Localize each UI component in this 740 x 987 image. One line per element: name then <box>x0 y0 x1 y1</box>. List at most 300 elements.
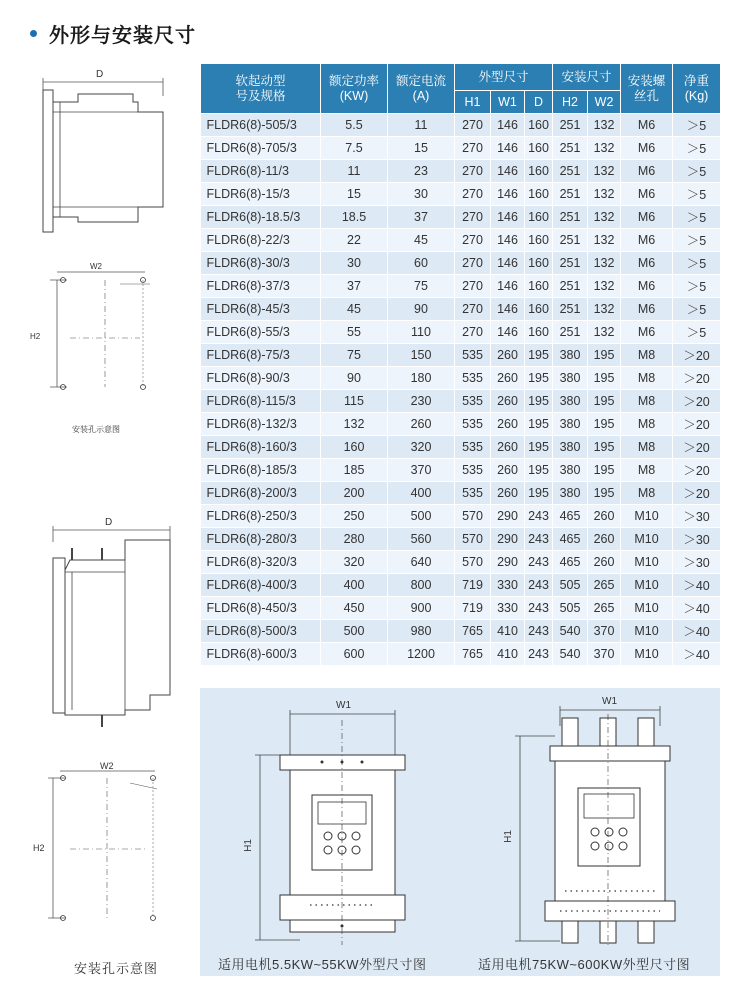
header-d: D <box>525 91 553 114</box>
cell-h2: 251 <box>553 137 588 160</box>
cell-screw: M6 <box>621 137 673 160</box>
spec-table-body <box>201 114 721 666</box>
cell-power: 185 <box>321 459 388 482</box>
cell-model: FLDR6(8)-11/3 <box>201 160 321 183</box>
cell-weight: ＞30 <box>673 505 721 528</box>
cell-h2: 465 <box>553 551 588 574</box>
cell-model: FLDR6(8)-320/3 <box>201 551 321 574</box>
header-model-text: 软起动型 号及规格 <box>235 73 286 103</box>
cell-screw: M10 <box>621 551 673 574</box>
cell-w1: 146 <box>491 137 525 160</box>
cell-weight: ＞40 <box>673 620 721 643</box>
cell-weight: ＞20 <box>673 436 721 459</box>
cell-screw: M8 <box>621 367 673 390</box>
cell-h2: 540 <box>553 643 588 666</box>
cell-w2: 370 <box>588 620 621 643</box>
cell-screw: M6 <box>621 321 673 344</box>
cell-current: 23 <box>388 160 455 183</box>
header-weight <box>673 64 721 114</box>
cell-d: 195 <box>525 436 553 459</box>
cell-current: 400 <box>388 482 455 505</box>
table-row <box>201 436 721 459</box>
header-screw <box>621 64 673 114</box>
cell-w2: 132 <box>588 160 621 183</box>
cell-h2: 380 <box>553 459 588 482</box>
mount-holes-small-drawing <box>30 262 165 397</box>
cell-h1: 765 <box>455 620 491 643</box>
cell-h1: 270 <box>455 298 491 321</box>
table-row <box>201 114 721 137</box>
cell-weight: ＞5 <box>673 206 721 229</box>
cell-power: 200 <box>321 482 388 505</box>
cell-d: 160 <box>525 137 553 160</box>
cell-screw: M6 <box>621 229 673 252</box>
cell-w1: 410 <box>491 620 525 643</box>
cell-w2: 195 <box>588 344 621 367</box>
cell-screw: M6 <box>621 298 673 321</box>
table-row <box>201 574 721 597</box>
cell-w2: 260 <box>588 528 621 551</box>
cell-weight: ＞20 <box>673 344 721 367</box>
cell-h2: 380 <box>553 367 588 390</box>
cell-h2: 251 <box>553 321 588 344</box>
cell-h2: 251 <box>553 298 588 321</box>
cell-w2: 265 <box>588 574 621 597</box>
cell-power: 400 <box>321 574 388 597</box>
table-row <box>201 344 721 367</box>
table-row <box>201 528 721 551</box>
cell-w1: 146 <box>491 206 525 229</box>
cell-d: 160 <box>525 252 553 275</box>
dim-d-label-1: D <box>96 69 104 80</box>
cell-power: 11 <box>321 160 388 183</box>
mount-holes-large-drawing <box>33 761 170 933</box>
cell-h1: 270 <box>455 137 491 160</box>
table-row <box>201 620 721 643</box>
cell-w1: 260 <box>491 390 525 413</box>
cell-w2: 132 <box>588 183 621 206</box>
cell-w2: 132 <box>588 321 621 344</box>
cell-screw: M10 <box>621 597 673 620</box>
cell-w2: 195 <box>588 459 621 482</box>
table-row <box>201 413 721 436</box>
cell-weight: ＞5 <box>673 298 721 321</box>
cell-w2: 370 <box>588 643 621 666</box>
cell-model: FLDR6(8)-450/3 <box>201 597 321 620</box>
cell-model: FLDR6(8)-185/3 <box>201 459 321 482</box>
cell-w2: 195 <box>588 413 621 436</box>
cell-h2: 505 <box>553 574 588 597</box>
cell-h1: 270 <box>455 160 491 183</box>
header-power <box>321 64 388 114</box>
cell-power: 500 <box>321 620 388 643</box>
cell-weight: ＞30 <box>673 551 721 574</box>
cell-current: 75 <box>388 275 455 298</box>
cell-d: 243 <box>525 620 553 643</box>
cell-model: FLDR6(8)-132/3 <box>201 413 321 436</box>
cell-model: FLDR6(8)-30/3 <box>201 252 321 275</box>
cell-model: FLDR6(8)-115/3 <box>201 390 321 413</box>
cell-current: 90 <box>388 298 455 321</box>
cell-model: FLDR6(8)-400/3 <box>201 574 321 597</box>
cell-current: 30 <box>388 183 455 206</box>
table-row <box>201 321 721 344</box>
header-power-text: 额定功率 (KW) <box>328 73 379 103</box>
cell-d: 243 <box>525 574 553 597</box>
cell-w1: 146 <box>491 252 525 275</box>
cell-model: FLDR6(8)-505/3 <box>201 114 321 137</box>
dim-w1-label-1: W1 <box>336 700 351 711</box>
cell-screw: M6 <box>621 206 673 229</box>
cell-h1: 570 <box>455 551 491 574</box>
cell-weight: ＞30 <box>673 528 721 551</box>
cell-h1: 270 <box>455 206 491 229</box>
cell-power: 320 <box>321 551 388 574</box>
cell-h1: 270 <box>455 114 491 137</box>
cell-screw: M10 <box>621 620 673 643</box>
cell-power: 250 <box>321 505 388 528</box>
cell-w1: 146 <box>491 275 525 298</box>
cell-model: FLDR6(8)-75/3 <box>201 344 321 367</box>
cell-w2: 132 <box>588 275 621 298</box>
cell-w1: 290 <box>491 551 525 574</box>
cell-h2: 251 <box>553 183 588 206</box>
side-view-large-drawing <box>50 517 180 735</box>
spec-table <box>200 63 721 666</box>
cell-h1: 535 <box>455 459 491 482</box>
cell-screw: M8 <box>621 344 673 367</box>
cell-power: 450 <box>321 597 388 620</box>
cell-w2: 195 <box>588 367 621 390</box>
cell-w1: 146 <box>491 229 525 252</box>
cell-h1: 535 <box>455 367 491 390</box>
cell-current: 370 <box>388 459 455 482</box>
front-view-large-drawing <box>500 696 700 951</box>
cell-h2: 465 <box>553 505 588 528</box>
caption-large-motor: 适用电机75KW~600KW外型尺寸图 <box>478 957 691 972</box>
cell-weight: ＞5 <box>673 137 721 160</box>
cell-h2: 251 <box>553 160 588 183</box>
table-row <box>201 597 721 620</box>
cell-weight: ＞20 <box>673 367 721 390</box>
cell-screw: M8 <box>621 482 673 505</box>
cell-h1: 570 <box>455 528 491 551</box>
cell-w1: 260 <box>491 482 525 505</box>
cell-w2: 260 <box>588 551 621 574</box>
cell-d: 160 <box>525 229 553 252</box>
cell-power: 45 <box>321 298 388 321</box>
header-current-text: 额定电流 (A) <box>395 73 446 103</box>
cell-w1: 260 <box>491 459 525 482</box>
cell-h1: 270 <box>455 321 491 344</box>
cell-w2: 132 <box>588 206 621 229</box>
cell-w2: 195 <box>588 390 621 413</box>
header-current <box>388 64 455 114</box>
cell-current: 15 <box>388 137 455 160</box>
header-h1: H1 <box>455 91 491 114</box>
cell-current: 45 <box>388 229 455 252</box>
cell-w1: 146 <box>491 321 525 344</box>
dim-h1-label-1: H1 <box>242 839 254 852</box>
table-row <box>201 643 721 666</box>
cell-weight: ＞5 <box>673 275 721 298</box>
table-row <box>201 298 721 321</box>
table-row <box>201 252 721 275</box>
cell-current: 560 <box>388 528 455 551</box>
cell-w1: 260 <box>491 367 525 390</box>
cell-h1: 535 <box>455 390 491 413</box>
cell-w2: 132 <box>588 137 621 160</box>
cell-screw: M10 <box>621 505 673 528</box>
caption-small-motor: 适用电机5.5KW~55KW外型尺寸图 <box>218 957 427 972</box>
table-row <box>201 505 721 528</box>
cell-w2: 265 <box>588 597 621 620</box>
cell-screw: M6 <box>621 114 673 137</box>
cell-power: 75 <box>321 344 388 367</box>
cell-power: 600 <box>321 643 388 666</box>
cell-d: 160 <box>525 321 553 344</box>
cell-weight: ＞5 <box>673 183 721 206</box>
header-outline: 外型尺寸 <box>455 64 553 91</box>
cell-model: FLDR6(8)-15/3 <box>201 183 321 206</box>
header-h2: H2 <box>553 91 588 114</box>
cell-d: 243 <box>525 597 553 620</box>
cell-model: FLDR6(8)-55/3 <box>201 321 321 344</box>
cell-weight: ＞5 <box>673 114 721 137</box>
cell-power: 30 <box>321 252 388 275</box>
cell-d: 243 <box>525 505 553 528</box>
cell-model: FLDR6(8)-18.5/3 <box>201 206 321 229</box>
cell-power: 15 <box>321 183 388 206</box>
cell-w1: 146 <box>491 160 525 183</box>
table-row <box>201 459 721 482</box>
cell-power: 55 <box>321 321 388 344</box>
cell-h1: 719 <box>455 574 491 597</box>
cell-current: 320 <box>388 436 455 459</box>
cell-model: FLDR6(8)-37/3 <box>201 275 321 298</box>
cell-w2: 132 <box>588 229 621 252</box>
cell-power: 7.5 <box>321 137 388 160</box>
cell-w1: 290 <box>491 505 525 528</box>
cell-w1: 410 <box>491 643 525 666</box>
cell-power: 160 <box>321 436 388 459</box>
cell-w1: 146 <box>491 114 525 137</box>
cell-weight: ＞20 <box>673 482 721 505</box>
cell-model: FLDR6(8)-160/3 <box>201 436 321 459</box>
cell-h2: 465 <box>553 528 588 551</box>
cell-current: 230 <box>388 390 455 413</box>
table-row <box>201 482 721 505</box>
mount-caption-small: 安装孔示意图 <box>72 425 120 434</box>
cell-power: 37 <box>321 275 388 298</box>
cell-d: 195 <box>525 413 553 436</box>
cell-power: 132 <box>321 413 388 436</box>
cell-h2: 251 <box>553 206 588 229</box>
cell-weight: ＞5 <box>673 321 721 344</box>
cell-d: 160 <box>525 160 553 183</box>
cell-d: 243 <box>525 551 553 574</box>
header-weight-text: 净重 (Kg) <box>684 73 710 103</box>
cell-screw: M6 <box>621 183 673 206</box>
section-title-text: 外形与安装尺寸 <box>49 24 196 47</box>
cell-model: FLDR6(8)-45/3 <box>201 298 321 321</box>
cell-current: 800 <box>388 574 455 597</box>
cell-h1: 270 <box>455 252 491 275</box>
cell-h1: 765 <box>455 643 491 666</box>
cell-current: 900 <box>388 597 455 620</box>
cell-h2: 380 <box>553 482 588 505</box>
cell-screw: M8 <box>621 413 673 436</box>
cell-screw: M10 <box>621 643 673 666</box>
cell-weight: ＞5 <box>673 160 721 183</box>
cell-h1: 535 <box>455 482 491 505</box>
header-w1: W1 <box>491 91 525 114</box>
cell-current: 150 <box>388 344 455 367</box>
cell-power: 22 <box>321 229 388 252</box>
cell-d: 160 <box>525 114 553 137</box>
cell-w1: 260 <box>491 344 525 367</box>
cell-d: 195 <box>525 459 553 482</box>
cell-screw: M8 <box>621 436 673 459</box>
cell-h2: 505 <box>553 597 588 620</box>
cell-current: 11 <box>388 114 455 137</box>
cell-h1: 270 <box>455 183 491 206</box>
cell-h2: 251 <box>553 229 588 252</box>
cell-d: 160 <box>525 298 553 321</box>
cell-w1: 290 <box>491 528 525 551</box>
header-model <box>201 64 321 114</box>
cell-current: 980 <box>388 620 455 643</box>
cell-h2: 380 <box>553 436 588 459</box>
cell-weight: ＞20 <box>673 390 721 413</box>
header-screw-text: 安装螺 丝孔 <box>627 73 666 103</box>
cell-h2: 380 <box>553 390 588 413</box>
dim-w1-label-2: W1 <box>602 696 617 707</box>
cell-h2: 380 <box>553 344 588 367</box>
dim-d-label-2: D <box>105 517 113 528</box>
side-view-small-drawing <box>38 69 168 242</box>
cell-weight: ＞40 <box>673 597 721 620</box>
cell-screw: M6 <box>621 275 673 298</box>
dim-h1-label-2: H1 <box>502 830 514 843</box>
cell-weight: ＞40 <box>673 643 721 666</box>
cell-h1: 570 <box>455 505 491 528</box>
cell-current: 640 <box>388 551 455 574</box>
cell-w2: 195 <box>588 482 621 505</box>
cell-model: FLDR6(8)-600/3 <box>201 643 321 666</box>
cell-screw: M10 <box>621 574 673 597</box>
cell-weight: ＞5 <box>673 229 721 252</box>
cell-h1: 535 <box>455 436 491 459</box>
cell-model: FLDR6(8)-90/3 <box>201 367 321 390</box>
cell-w1: 146 <box>491 183 525 206</box>
cell-model: FLDR6(8)-280/3 <box>201 528 321 551</box>
cell-d: 195 <box>525 390 553 413</box>
table-row <box>201 183 721 206</box>
dim-w2-label-1: W2 <box>90 262 102 271</box>
cell-w2: 132 <box>588 114 621 137</box>
cell-model: FLDR6(8)-22/3 <box>201 229 321 252</box>
cell-d: 243 <box>525 643 553 666</box>
cell-d: 195 <box>525 482 553 505</box>
table-row <box>201 206 721 229</box>
cell-screw: M10 <box>621 528 673 551</box>
dim-w2-label-2: W2 <box>100 761 114 771</box>
cell-w1: 330 <box>491 597 525 620</box>
cell-screw: M8 <box>621 459 673 482</box>
cell-w2: 260 <box>588 505 621 528</box>
table-row <box>201 551 721 574</box>
table-row <box>201 160 721 183</box>
cell-h1: 270 <box>455 275 491 298</box>
cell-h1: 535 <box>455 413 491 436</box>
header-w2: W2 <box>588 91 621 114</box>
cell-d: 195 <box>525 367 553 390</box>
cell-weight: ＞20 <box>673 459 721 482</box>
cell-d: 195 <box>525 344 553 367</box>
cell-current: 60 <box>388 252 455 275</box>
cell-power: 90 <box>321 367 388 390</box>
cell-current: 180 <box>388 367 455 390</box>
cell-w2: 132 <box>588 298 621 321</box>
cell-screw: M8 <box>621 390 673 413</box>
cell-h1: 535 <box>455 344 491 367</box>
cell-model: FLDR6(8)-250/3 <box>201 505 321 528</box>
cell-h2: 251 <box>553 275 588 298</box>
cell-d: 160 <box>525 275 553 298</box>
cell-screw: M6 <box>621 252 673 275</box>
cell-d: 160 <box>525 183 553 206</box>
cell-power: 115 <box>321 390 388 413</box>
header-install: 安装尺寸 <box>553 64 621 91</box>
dim-h2-label-2: H2 <box>33 843 45 853</box>
cell-w2: 132 <box>588 252 621 275</box>
cell-h2: 251 <box>553 252 588 275</box>
cell-weight: ＞5 <box>673 252 721 275</box>
front-views-panel <box>200 688 720 976</box>
cell-power: 280 <box>321 528 388 551</box>
cell-power: 5.5 <box>321 114 388 137</box>
cell-model: FLDR6(8)-200/3 <box>201 482 321 505</box>
cell-power: 18.5 <box>321 206 388 229</box>
cell-d: 160 <box>525 206 553 229</box>
bullet-dot <box>30 30 37 37</box>
cell-screw: M6 <box>621 160 673 183</box>
cell-current: 110 <box>388 321 455 344</box>
cell-h1: 719 <box>455 597 491 620</box>
dim-h2-label-1: H2 <box>30 332 41 341</box>
cell-w1: 260 <box>491 413 525 436</box>
table-row <box>201 367 721 390</box>
table-row <box>201 390 721 413</box>
cell-d: 243 <box>525 528 553 551</box>
cell-h2: 540 <box>553 620 588 643</box>
cell-w2: 195 <box>588 436 621 459</box>
cell-current: 260 <box>388 413 455 436</box>
cell-weight: ＞20 <box>673 413 721 436</box>
cell-w1: 330 <box>491 574 525 597</box>
cell-current: 500 <box>388 505 455 528</box>
front-view-small-drawing <box>240 700 440 950</box>
cell-h1: 270 <box>455 229 491 252</box>
cell-current: 37 <box>388 206 455 229</box>
cell-h2: 380 <box>553 413 588 436</box>
section-title <box>30 18 196 48</box>
cell-current: 1200 <box>388 643 455 666</box>
table-row <box>201 275 721 298</box>
mount-caption-large: 安装孔示意图 <box>74 961 159 976</box>
cell-weight: ＞40 <box>673 574 721 597</box>
